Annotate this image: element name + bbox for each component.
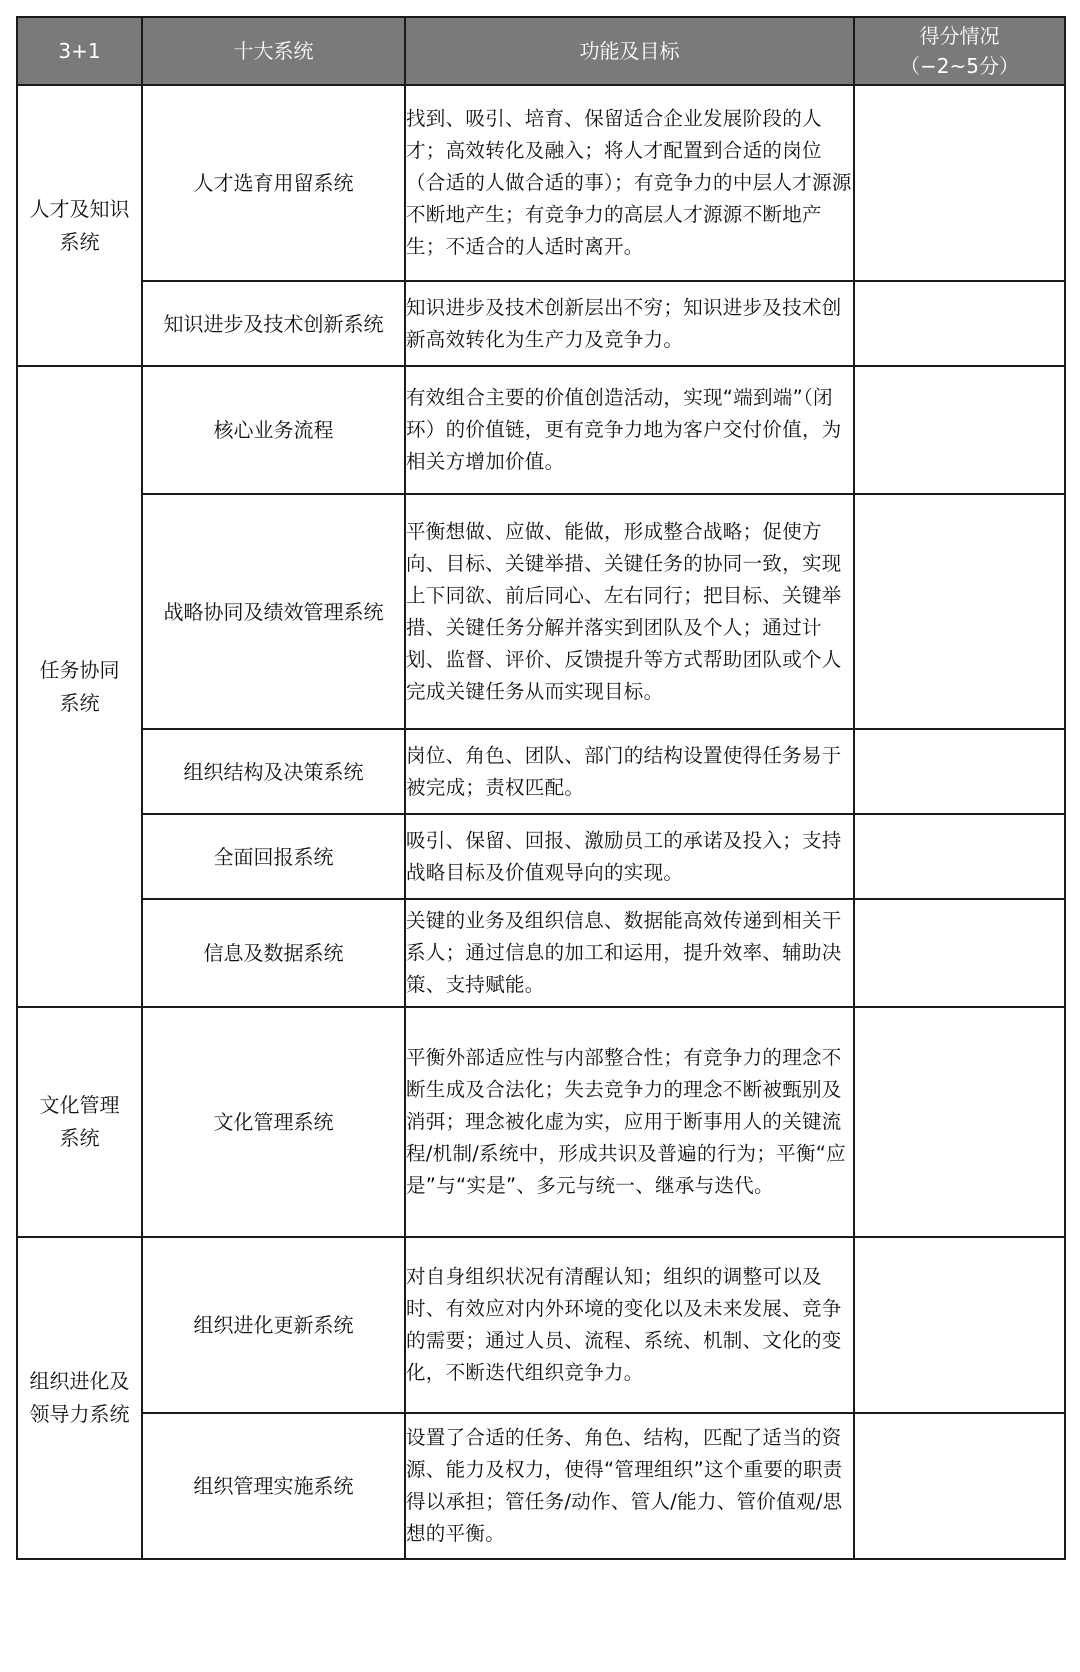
score-input-cell[interactable] — [854, 729, 1065, 814]
group-culture-management — [17, 1007, 142, 1237]
system-description: 吸引、保留、回报、激励员工的承诺及投入；支持战略目标及价值观导向的实现。 — [405, 814, 854, 899]
system-name: 文化管理系统 — [142, 1007, 405, 1237]
table-row — [17, 366, 1065, 494]
score-input-cell[interactable] — [854, 1413, 1065, 1559]
table-row — [17, 85, 1065, 281]
system-name: 组织管理实施系统 — [142, 1413, 405, 1559]
system-name: 组织进化更新系统 — [142, 1237, 405, 1413]
ten-systems-table — [16, 16, 1066, 1560]
header-3plus1: 3+1 — [17, 17, 142, 85]
group-label-line2: 系统 — [59, 229, 100, 254]
table-row — [17, 494, 1065, 729]
group-label-line1: 组织进化及 — [29, 1369, 130, 1393]
header-score — [854, 17, 1065, 85]
group-label-line1: 人才及知识 — [29, 196, 130, 221]
header-ten-systems: 十大系统 — [142, 17, 405, 85]
system-name: 全面回报系统 — [142, 814, 405, 899]
table-row — [17, 281, 1065, 366]
system-description: 找到、吸引、培育、保留适合企业发展阶段的人才；高效转化及融入；将人才配置到合适的岗位（合适的人做合适的事）；有竞争力的中层人才源源不断地产生；有竞争力的高层人才源源不断地产生；不适合的人适时离开。 — [405, 85, 854, 281]
header-score-line2: （−2~5分） — [900, 54, 1019, 78]
group-label-line2: 领导力系统 — [29, 1402, 130, 1426]
system-description: 设置了合适的任务、角色、结构，匹配了适当的资源、能力及权力，使得“管理组织”这个重要的职责得以承担；管任务/动作、管人/能力、管价值观/思想的平衡。 — [405, 1413, 854, 1559]
table-row — [17, 1007, 1065, 1237]
system-description: 有效组合主要的价值创造活动，实现“端到端”（闭环）的价值链，更有竞争力地为客户交付价值，为相关方增加价值。 — [405, 366, 854, 494]
system-name: 知识进步及技术创新系统 — [142, 281, 405, 366]
system-name: 核心业务流程 — [142, 366, 405, 494]
score-input-cell[interactable] — [854, 281, 1065, 366]
system-name: 组织结构及决策系统 — [142, 729, 405, 814]
system-description: 关键的业务及组织信息、数据能高效传递到相关干系人；通过信息的加工和运用，提升效率、辅助决策、支持赋能。 — [405, 899, 854, 1007]
group-label-line1: 任务协同 — [39, 657, 120, 682]
score-input-cell[interactable] — [854, 1237, 1065, 1413]
score-input-cell[interactable] — [854, 814, 1065, 899]
header-row — [17, 17, 1065, 85]
group-task-coordination — [17, 366, 142, 1007]
table-row — [17, 1413, 1065, 1559]
group-label-line1: 文化管理 — [39, 1093, 120, 1117]
table-row — [17, 899, 1065, 1007]
score-input-cell[interactable] — [854, 366, 1065, 494]
score-input-cell[interactable] — [854, 494, 1065, 729]
system-description: 对自身组织状况有清醒认知；组织的调整可以及时、有效应对内外环境的变化以及未来发展、竞争的需要；通过人员、流程、系统、机制、文化的变化，不断迭代组织竞争力。 — [405, 1237, 854, 1413]
system-name: 战略协同及绩效管理系统 — [142, 494, 405, 729]
score-input-cell[interactable] — [854, 85, 1065, 281]
system-name: 人才选育用留系统 — [142, 85, 405, 281]
group-label-line2: 系统 — [59, 1126, 100, 1150]
table-row — [17, 814, 1065, 899]
system-description: 平衡外部适应性与内部整合性；有竞争力的理念不断生成及合法化；失去竞争力的理念不断被甄别及消弭；理念被化虚为实，应用于断事用人的关键流程/机制/系统中，形成共识及普遍的行为；平衡“应是”与“实是”、多元与统一、继承与迭代。 — [405, 1007, 854, 1237]
score-input-cell[interactable] — [854, 1007, 1065, 1237]
group-org-evolution-leadership — [17, 1237, 142, 1559]
system-description: 平衡想做、应做、能做，形成整合战略；促使方向、目标、关键举措、关键任务的协同一致，实现上下同欲、前后同心、左右同行；把目标、关键举措、关键任务分解并落实到团队及个人；通过计划、监督、评价、反馈提升等方式帮助团队或个人完成关键任务从而实现目标。 — [405, 494, 854, 729]
system-name: 信息及数据系统 — [142, 899, 405, 1007]
group-talent-knowledge — [17, 85, 142, 366]
header-function-goal: 功能及目标 — [405, 17, 854, 85]
system-description: 知识进步及技术创新层出不穷；知识进步及技术创新高效转化为生产力及竞争力。 — [405, 281, 854, 366]
header-score-line1: 得分情况 — [919, 24, 1000, 48]
table-row — [17, 729, 1065, 814]
score-input-cell[interactable] — [854, 899, 1065, 1007]
group-label-line2: 系统 — [59, 690, 100, 715]
table-row — [17, 1237, 1065, 1413]
system-description: 岗位、角色、团队、部门的结构设置使得任务易于被完成；责权匹配。 — [405, 729, 854, 814]
